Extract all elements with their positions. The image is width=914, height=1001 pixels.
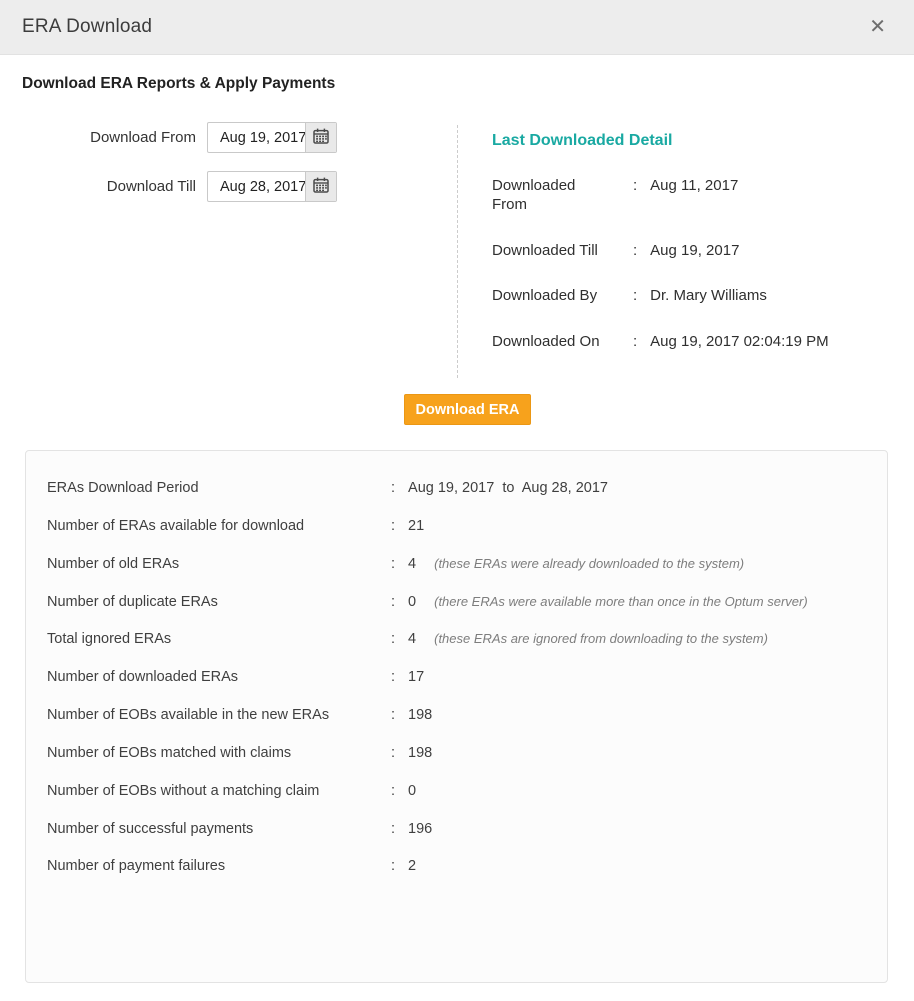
list-item [492,333,842,352]
old-eras-value: 4 [408,555,417,572]
last-downloaded-title: Last Downloaded Detail [492,132,673,149]
table-row [47,593,867,612]
summary-group-period [47,479,867,536]
page-title: Download ERA Reports & Apply Payments [22,75,336,92]
downloaded-till-label: Downloaded Till [492,241,598,259]
close-icon[interactable]: ✕ [865,13,890,41]
download-till-calendar-button[interactable] [305,172,336,201]
eras-available-value: 21 [408,517,425,534]
eobs-available-value: 198 [408,707,433,724]
downloaded-till-value: Aug 19, 2017 [650,241,740,259]
downloaded-on-value: Aug 19, 2017 02:04:19 PM [650,333,829,350]
dialog-title: ERA Download [22,16,153,37]
colon-separator: : [391,555,396,572]
table-row [47,820,867,839]
list-item [492,242,842,261]
downloaded-eras-label: Number of downloaded ERAs [47,669,239,686]
calendar-icon [313,177,329,196]
successful-payments-value: 196 [408,820,433,837]
download-range-form [0,122,457,220]
eobs-matched-value: 198 [408,744,433,761]
eras-available-label: Number of ERAs available for download [47,517,305,534]
eobs-matched-label: Number of EOBs matched with claims [47,744,292,761]
table-row [47,517,867,536]
list-item [492,177,842,215]
colon-separator: : [633,241,638,259]
duplicate-eras-note: (there ERAs were available more than once in the Optum server) [434,593,808,609]
download-till-label: Download Till [106,178,196,195]
download-from-input[interactable] [208,123,305,152]
download-till-input[interactable] [208,172,305,201]
colon-separator: : [391,631,396,648]
table-row [47,744,867,763]
dialog-header [0,0,914,55]
colon-separator: : [391,858,396,875]
duplicate-eras-value: 0 [408,593,417,610]
downloaded-by-label: Downloaded By [492,287,598,305]
colon-separator: : [633,287,638,305]
download-from-label: Download From [90,129,196,146]
table-row [47,706,867,725]
old-eras-label: Number of old ERAs [47,555,180,572]
table-row [47,668,867,687]
downloaded-from-value: Aug 11, 2017 [650,177,739,194]
colon-separator: : [391,669,396,686]
download-till-row [0,171,457,202]
summary-group-payments [47,820,867,877]
old-eras-note: (these ERAs were already downloaded to the system) [434,555,745,571]
successful-payments-label: Number of successful payments [47,820,254,837]
payment-failures-value: 2 [408,858,417,875]
vertical-dashed-divider [457,125,458,378]
table-row [47,479,867,498]
colon-separator: : [391,820,396,837]
colon-separator: : [633,333,638,350]
table-row [47,555,867,574]
eras-download-period-value: Aug 19, 2017 to Aug 28, 2017 [408,480,608,496]
table-row [47,630,867,649]
summary-group-ignored [47,555,867,650]
duplicate-eras-label: Number of duplicate ERAs [47,593,218,610]
download-till-group [207,171,337,202]
colon-separator: : [391,480,396,496]
total-ignored-eras-note: (these ERAs are ignored from downloading to the system) [434,631,768,647]
summary-group-matching [47,744,867,801]
download-from-calendar-button[interactable] [305,123,336,152]
downloaded-by-value: Dr. Mary Williams [650,287,767,305]
summary-group-downloaded [47,668,867,725]
table-row [47,782,867,801]
table-row [47,857,867,876]
colon-separator: : [391,707,396,724]
colon-separator: : [391,593,396,610]
eobs-available-label: Number of EOBs available in the new ERAs [47,707,330,724]
eobs-without-claim-value: 0 [408,782,417,799]
colon-separator: : [391,517,396,534]
downloaded-from-label: Downloaded From [492,177,576,213]
colon-separator: : [391,744,396,761]
total-ignored-eras-value: 4 [408,631,417,648]
total-ignored-eras-label: Total ignored ERAs [47,631,172,648]
colon-separator: : [391,782,396,799]
download-era-button[interactable]: Download ERA [404,394,531,425]
downloaded-on-label: Downloaded On [492,333,600,350]
eobs-without-claim-label: Number of EOBs without a matching claim [47,782,320,799]
download-summary-panel [25,450,888,983]
payment-failures-label: Number of payment failures [47,858,226,875]
last-downloaded-panel [492,132,842,379]
eras-download-period-label: ERAs Download Period [47,480,199,496]
list-item [492,287,842,306]
download-from-group [207,122,337,153]
downloaded-eras-value: 17 [408,669,425,686]
colon-separator: : [633,177,638,194]
download-from-row [0,122,457,153]
calendar-icon [313,128,329,147]
